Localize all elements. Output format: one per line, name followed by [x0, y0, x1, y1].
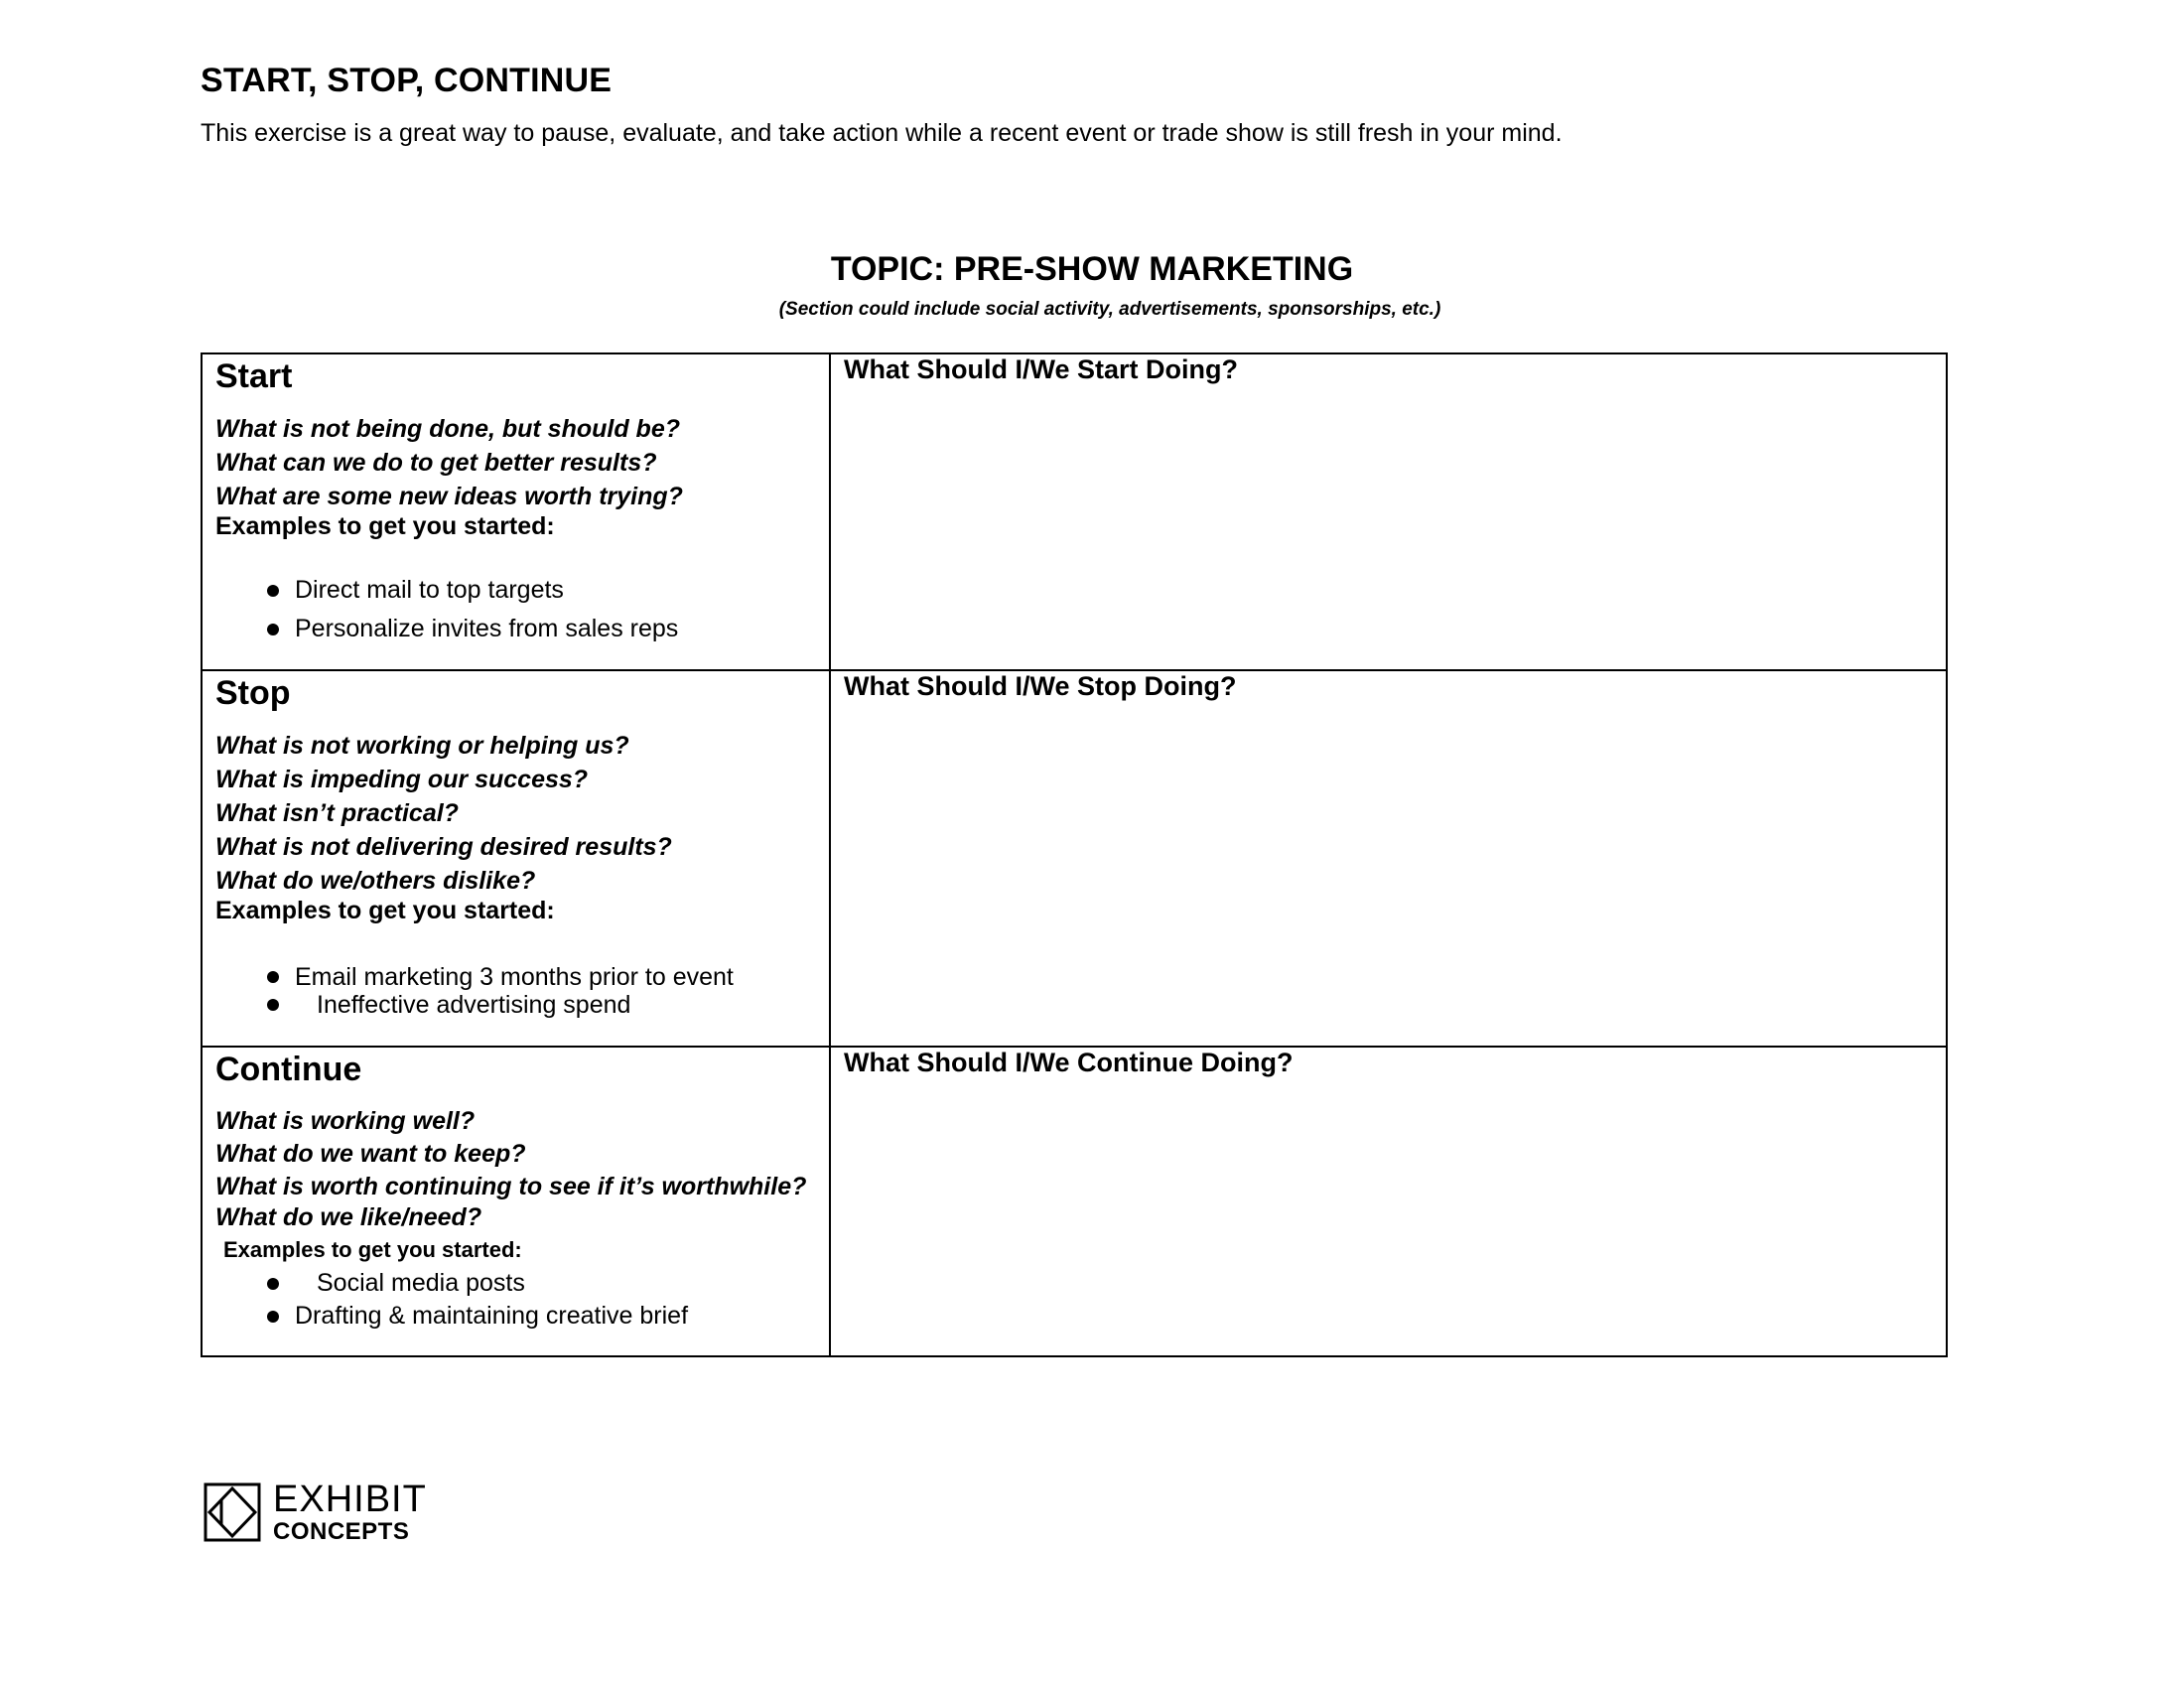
continue-questions [215, 1105, 829, 1231]
stop-questions [215, 729, 829, 898]
continue-example: Social media posts [317, 1269, 525, 1297]
stop-response-cell[interactable] [831, 671, 1946, 1046]
continue-question: What do we like/need? [215, 1203, 482, 1231]
start-response-cell[interactable] [831, 354, 1946, 669]
start-question: What can we do to get better results? [215, 449, 657, 477]
intro-text: This exercise is a great way to pause, evaluate, and take action while a recent event or trade show is still fresh in your mind. [201, 119, 1563, 147]
table-row-continue [203, 1048, 1946, 1355]
start-question: What are some new ideas worth trying? [215, 483, 683, 510]
continue-question: What is working well? [215, 1107, 476, 1135]
bullet-icon [267, 624, 279, 635]
topic-heading: TOPIC: PRE-SHOW MARKETING [830, 250, 1354, 288]
stop-example: Ineffective advertising spend [317, 991, 631, 1019]
bullet-icon [267, 999, 279, 1011]
continue-heading: Continue [215, 1051, 362, 1088]
list-item [267, 610, 829, 648]
stop-question: What is impeding our success? [215, 766, 589, 793]
stop-question: What do we/others dislike? [215, 867, 536, 895]
start-examples-label: Examples to get you started: [215, 512, 555, 540]
page-title: START, STOP, CONTINUE [201, 62, 613, 99]
continue-examples-list [267, 1267, 829, 1333]
stop-prompt-cell [203, 671, 831, 1046]
diamond-logo-icon [204, 1482, 261, 1542]
start-example: Personalize invites from sales reps [295, 615, 679, 642]
table-row-stop [203, 671, 1946, 1048]
bullet-icon [267, 1278, 279, 1290]
logo-wordmark [273, 1480, 427, 1544]
stop-examples-label: Examples to get you started: [215, 897, 555, 924]
bullet-icon [267, 1311, 279, 1323]
list-item [267, 1267, 829, 1300]
stop-question: What is not working or helping us? [215, 732, 629, 760]
list-item [267, 571, 829, 610]
logo-word-exhibit: EXHIBIT [273, 1478, 427, 1520]
continue-question: What is worth continuing to see if it’s worthwhile? [215, 1173, 807, 1200]
stop-question: What is not delivering desired results? [215, 833, 672, 861]
start-examples-list [267, 571, 829, 648]
list-item [267, 963, 829, 991]
continue-examples-label: Examples to get you started: [223, 1237, 522, 1262]
continue-prompt-cell [203, 1048, 831, 1355]
bullet-icon [267, 971, 279, 983]
company-logo [204, 1480, 427, 1544]
start-response-heading: What Should I/We Start Doing? [844, 354, 1238, 384]
stop-question: What isn’t practical? [215, 799, 459, 827]
start-prompt-cell [203, 354, 831, 669]
bullet-icon [267, 585, 279, 597]
logo-word-concepts: CONCEPTS [273, 1518, 410, 1545]
list-item [267, 991, 829, 1019]
stop-heading: Stop [215, 674, 291, 712]
stop-response-heading: What Should I/We Stop Doing? [844, 671, 1237, 701]
continue-question: What do we want to keep? [215, 1140, 526, 1168]
start-questions [215, 412, 829, 513]
start-example: Direct mail to top targets [295, 576, 564, 604]
continue-response-cell[interactable] [831, 1048, 1946, 1355]
stop-examples-list [267, 963, 829, 1019]
continue-example: Drafting & maintaining creative brief [295, 1302, 689, 1330]
list-item [267, 1300, 829, 1333]
table-row-start [203, 354, 1946, 671]
continue-response-heading: What Should I/We Continue Doing? [844, 1048, 1294, 1077]
topic-subheading: (Section could include social activity, advertisements, sponsorships, etc.) [778, 299, 1441, 320]
start-stop-continue-table [201, 352, 1948, 1357]
start-question: What is not being done, but should be? [215, 415, 681, 443]
start-heading: Start [215, 357, 293, 395]
stop-example: Email marketing 3 months prior to event [295, 963, 734, 991]
